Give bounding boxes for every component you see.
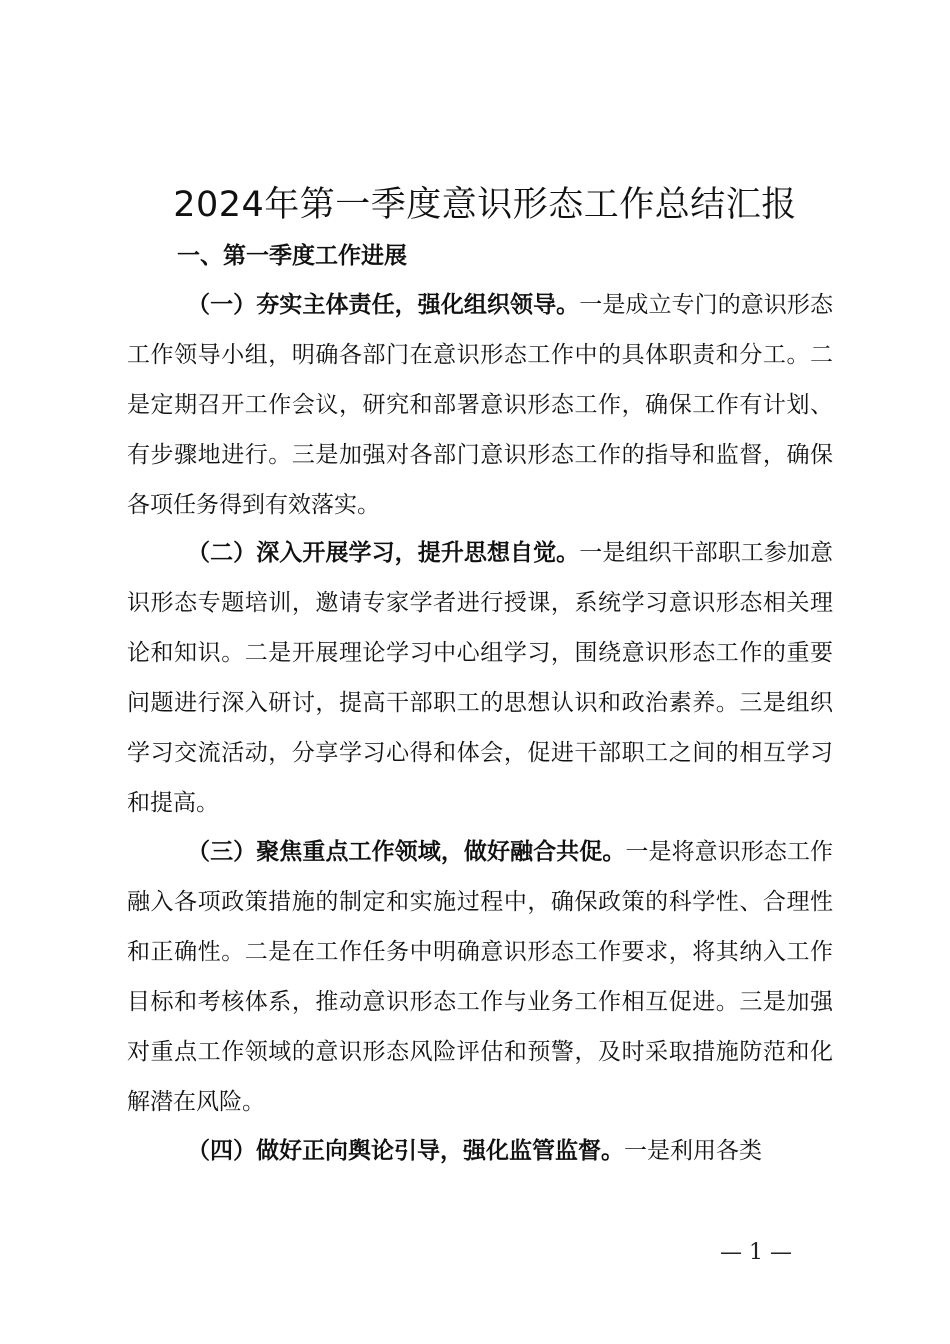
paragraph-4-text: 一是利用各类 [624,1138,762,1164]
paragraph-2-text: 一是组织干部职工参加意识形态专题培训，邀请专家学者进行授课，系统学习意识形态相关理论和知识。二是开展理论学习中心组学习，围绕意识形态工作的重要问题进行深入研讨，提高干部职工的思想认识和政治素养。三是组织学习交流活动，分享学习心得和体会，促进干部职工之间的相互学习和提高。 [127,540,834,816]
page-number: — 1 — [720,1240,792,1265]
paragraph-4 [127,1126,833,1176]
paragraph-1-text: 一是成立专门的意识形态工作领导小组，明确各部门在意识形态工作中的具体职责和分工。二是定期召开工作会议，研究和部署意识形态工作，确保工作有计划、有步骤地进行。三是加强对各部门意识形态工作的指导和监督，确保各项任务得到有效落实。 [127,292,834,518]
paragraph-2 [127,528,833,828]
document-title: 2024年第一季度意识形态工作总结汇报 [173,185,797,225]
paragraph-2-lead: （二）深入开展学习，提升思想自觉。 [187,540,580,566]
paragraph-3 [127,827,833,1127]
paragraph-3-text: 一是将意识形态工作融入各项政策措施的制定和实施过程中，确保政策的科学性、合理性和正确性。二是在工作任务中明确意识形态工作要求，将其纳入工作目标和考核体系，推动意识形态工作与业务工作相互促进。三是加强对重点工作领域的意识形态风险评估和预警，及时采取措施防范和化解潜在风险。 [127,839,834,1115]
paragraph-1-lead: （一）夯实主体责任，强化组织领导。 [187,292,580,318]
section-heading: 一、第一季度工作进展 [177,243,407,269]
paragraph-4-lead: （四）做好正向舆论引导，强化监管监督。 [187,1138,624,1164]
paragraph-1 [127,280,833,530]
paragraph-3-lead: （三）聚焦重点工作领域，做好融合共促。 [187,839,626,865]
